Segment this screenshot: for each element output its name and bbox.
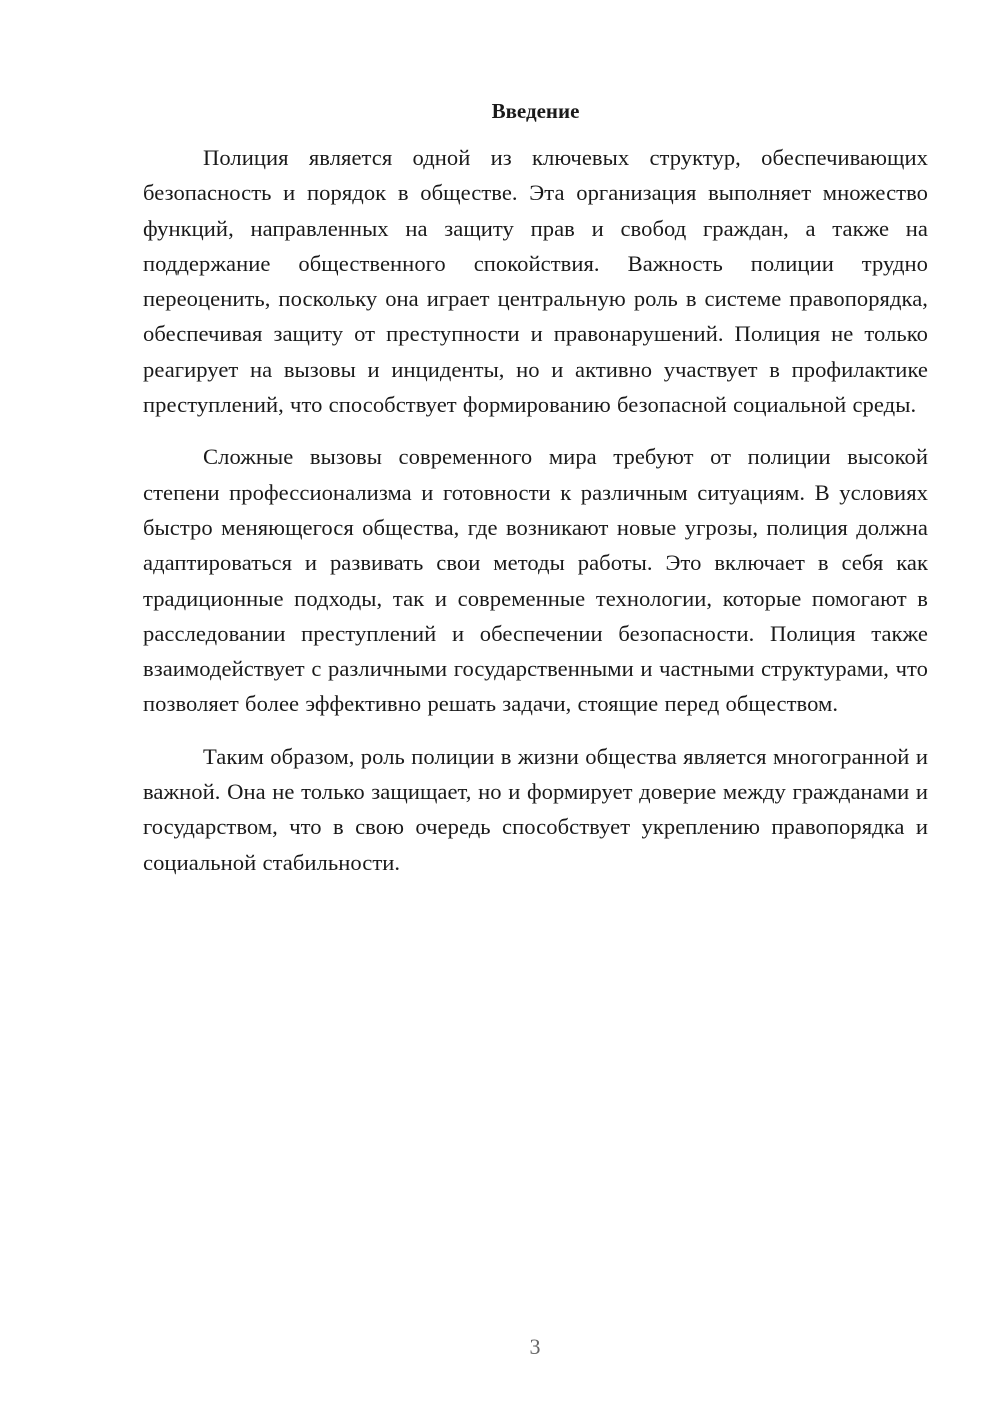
page-number: 3: [529, 1334, 541, 1359]
paragraph-3: Таким образом, роль полиции в жизни общества является многогранной и важной. Она не только защищает, но и формирует доверие между гражданами и государством, что в свою очередь способствует укреплению правопорядка и социальной стабильности.: [143, 743, 928, 875]
paragraph-2: Сложные вызовы современного мира требуют от полиции высокой степени профессионализма и готовности к различным ситуациям. В условиях быстро меняющегося общества, где возникают новые угрозы, полиция должна адаптироваться и развивать свои методы работы. Это включает в себя как традиционные подходы, так и современные технологии, которые помогают в расследовании преступлений и обеспечении безопасности. Полиция также взаимодействует с различными государственными и частными структурами, что позволяет более эффективно решать задачи, стоящие перед обществом.: [143, 444, 928, 717]
page-content: [143, 96, 928, 897]
section-title: Введение: [491, 99, 580, 123]
paragraph-1: Полиция является одной из ключевых структур, обеспечивающих безопасность и порядок в обществе. Эта организация выполняет множество функций, направленных на защиту прав и свобод граждан, а также на поддержание общественного спокойствия. Важность полиции трудно переоценить, поскольку она играет центральную роль в системе правопорядка, обеспечивая защиту от преступности и правонарушений. Полиция не только реагирует на вызовы и инциденты, но и активно участвует в профилактике преступлений, что способствует формированию безопасной социальной среды.: [143, 145, 928, 418]
